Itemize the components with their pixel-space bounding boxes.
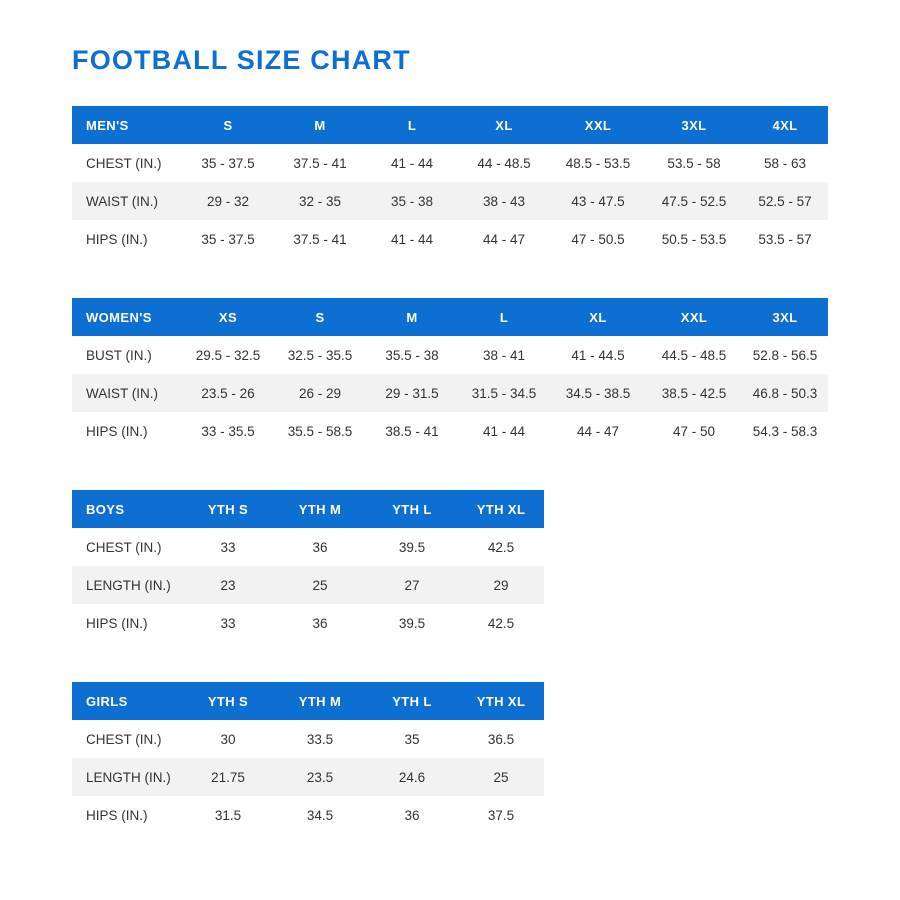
table-cell: 23.5 (274, 758, 366, 796)
table-cell: 33 - 35.5 (182, 412, 274, 450)
table-cell: 43 - 47.5 (550, 182, 646, 220)
table-header-cell: YTH XL (458, 490, 544, 528)
table-cell: 41 - 44 (458, 412, 550, 450)
table-cell: 25 (458, 758, 544, 796)
table-cell: 38 - 43 (458, 182, 550, 220)
table-cell: 34.5 - 38.5 (550, 374, 646, 412)
row-label: HIPS (IN.) (72, 604, 182, 642)
table-cell: 48.5 - 53.5 (550, 144, 646, 182)
womens-size-table (72, 298, 828, 450)
table-header-row (72, 490, 544, 528)
table-cell: 35.5 - 58.5 (274, 412, 366, 450)
table-header-row (72, 298, 828, 336)
table-header-cell: YTH L (366, 682, 458, 720)
table-cell: 37.5 - 41 (274, 144, 366, 182)
table-cell: 21.75 (182, 758, 274, 796)
row-label: HIPS (IN.) (72, 220, 182, 258)
table-header-cell: S (274, 298, 366, 336)
table-header-cell: WOMEN'S (72, 298, 182, 336)
table-row (72, 528, 544, 566)
table-row (72, 566, 544, 604)
table-cell: 37.5 - 41 (274, 220, 366, 258)
table-cell: 41 - 44.5 (550, 336, 646, 374)
table-cell: 27 (366, 566, 458, 604)
table-header-cell: XL (550, 298, 646, 336)
row-label: HIPS (IN.) (72, 412, 182, 450)
table-row (72, 412, 828, 450)
table-cell: 39.5 (366, 528, 458, 566)
table-cell: 31.5 - 34.5 (458, 374, 550, 412)
row-label: WAIST (IN.) (72, 182, 182, 220)
table-header-cell: GIRLS (72, 682, 182, 720)
table-row (72, 144, 828, 182)
table-cell: 47 - 50 (646, 412, 742, 450)
table-header-cell: XXL (550, 106, 646, 144)
table-row (72, 604, 544, 642)
table-cell: 36.5 (458, 720, 544, 758)
table-cell: 35 - 37.5 (182, 144, 274, 182)
table-header-cell: XXL (646, 298, 742, 336)
table-cell: 29 (458, 566, 544, 604)
table-header-cell: YTH M (274, 682, 366, 720)
table-cell: 38 - 41 (458, 336, 550, 374)
row-label: BUST (IN.) (72, 336, 182, 374)
table-cell: 52.5 - 57 (742, 182, 828, 220)
table-header-cell: S (182, 106, 274, 144)
table-header-cell: BOYS (72, 490, 182, 528)
row-label: WAIST (IN.) (72, 374, 182, 412)
table-cell: 23 (182, 566, 274, 604)
table-header-cell: YTH S (182, 490, 274, 528)
table-cell: 29 - 32 (182, 182, 274, 220)
table-cell: 32 - 35 (274, 182, 366, 220)
table-cell: 29 - 31.5 (366, 374, 458, 412)
table-header-cell: YTH M (274, 490, 366, 528)
table-cell: 38.5 - 41 (366, 412, 458, 450)
row-label: LENGTH (IN.) (72, 758, 182, 796)
table-cell: 47.5 - 52.5 (646, 182, 742, 220)
row-label: CHEST (IN.) (72, 720, 182, 758)
table-cell: 23.5 - 26 (182, 374, 274, 412)
table-cell: 38.5 - 42.5 (646, 374, 742, 412)
table-cell: 30 (182, 720, 274, 758)
table-cell: 25 (274, 566, 366, 604)
girls-size-table (72, 682, 544, 834)
table-cell: 33.5 (274, 720, 366, 758)
table-row (72, 796, 544, 834)
table-header-cell: M (366, 298, 458, 336)
table-header-cell: 4XL (742, 106, 828, 144)
table-row (72, 374, 828, 412)
table-cell: 35.5 - 38 (366, 336, 458, 374)
table-cell: 35 - 37.5 (182, 220, 274, 258)
table-header-cell: 3XL (742, 298, 828, 336)
table-cell: 37.5 (458, 796, 544, 834)
table-cell: 39.5 (366, 604, 458, 642)
table-cell: 34.5 (274, 796, 366, 834)
table-cell: 42.5 (458, 528, 544, 566)
table-cell: 41 - 44 (366, 144, 458, 182)
table-cell: 36 (366, 796, 458, 834)
table-header-cell: L (458, 298, 550, 336)
table-header-cell: MEN'S (72, 106, 182, 144)
table-row (72, 336, 828, 374)
row-label: CHEST (IN.) (72, 528, 182, 566)
table-cell: 50.5 - 53.5 (646, 220, 742, 258)
table-row (72, 182, 828, 220)
table-cell: 44 - 48.5 (458, 144, 550, 182)
table-cell: 41 - 44 (366, 220, 458, 258)
table-cell: 36 (274, 604, 366, 642)
table-row (72, 720, 544, 758)
row-label: CHEST (IN.) (72, 144, 182, 182)
table-cell: 47 - 50.5 (550, 220, 646, 258)
table-header-cell: L (366, 106, 458, 144)
table-row (72, 220, 828, 258)
table-cell: 54.3 - 58.3 (742, 412, 828, 450)
boys-size-table (72, 490, 544, 642)
table-cell: 36 (274, 528, 366, 566)
table-header-row (72, 106, 828, 144)
table-cell: 35 - 38 (366, 182, 458, 220)
table-cell: 24.6 (366, 758, 458, 796)
table-header-cell: YTH S (182, 682, 274, 720)
table-cell: 46.8 - 50.3 (742, 374, 828, 412)
table-cell: 35 (366, 720, 458, 758)
table-cell: 26 - 29 (274, 374, 366, 412)
table-cell: 29.5 - 32.5 (182, 336, 274, 374)
table-cell: 52.8 - 56.5 (742, 336, 828, 374)
mens-size-table (72, 106, 828, 258)
page-title: FOOTBALL SIZE CHART (72, 45, 411, 75)
row-label: HIPS (IN.) (72, 796, 182, 834)
table-cell: 44 - 47 (550, 412, 646, 450)
table-header-cell: M (274, 106, 366, 144)
table-cell: 53.5 - 57 (742, 220, 828, 258)
table-cell: 42.5 (458, 604, 544, 642)
table-header-cell: 3XL (646, 106, 742, 144)
table-header-cell: YTH XL (458, 682, 544, 720)
table-cell: 53.5 - 58 (646, 144, 742, 182)
table-cell: 33 (182, 604, 274, 642)
table-cell: 33 (182, 528, 274, 566)
table-cell: 32.5 - 35.5 (274, 336, 366, 374)
table-cell: 58 - 63 (742, 144, 828, 182)
table-cell: 31.5 (182, 796, 274, 834)
table-header-cell: YTH L (366, 490, 458, 528)
table-header-cell: XL (458, 106, 550, 144)
table-cell: 44.5 - 48.5 (646, 336, 742, 374)
table-header-row (72, 682, 544, 720)
table-row (72, 758, 544, 796)
row-label: LENGTH (IN.) (72, 566, 182, 604)
table-header-cell: XS (182, 298, 274, 336)
table-cell: 44 - 47 (458, 220, 550, 258)
